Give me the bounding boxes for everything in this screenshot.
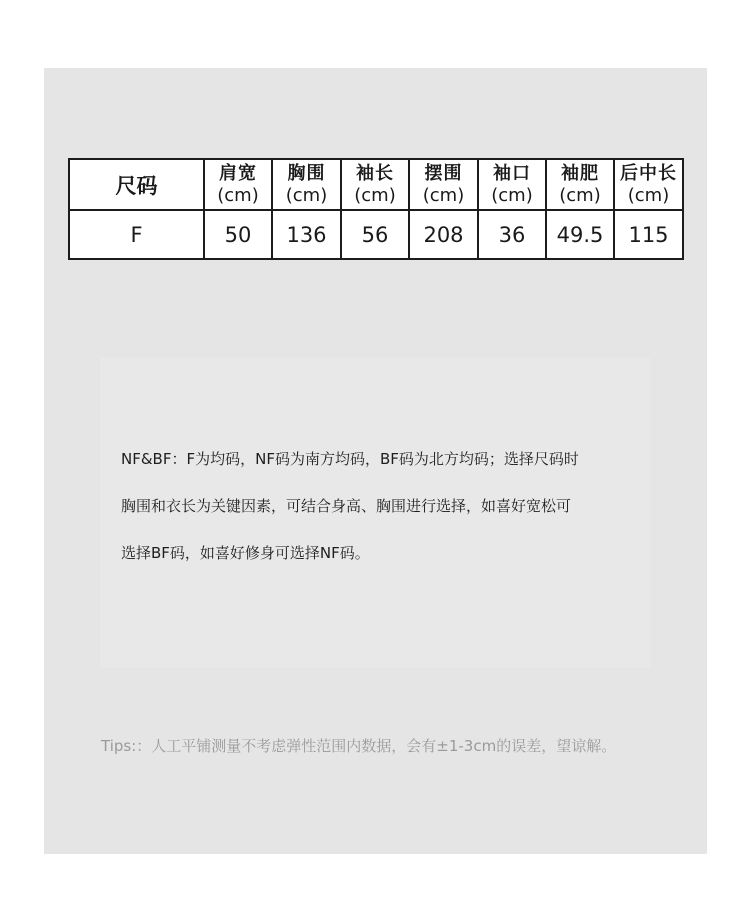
table-cell: 56 <box>341 210 409 259</box>
size-chart-panel <box>44 68 707 854</box>
column-header-unit: (cm) <box>285 184 328 206</box>
column-header-cuff <box>478 159 546 210</box>
size-table <box>68 158 684 260</box>
measurement-tips: Tips:：人工平铺测量不考虑弹性范围内数据，会有±1-3cm的误差，望谅解。 <box>101 737 617 755</box>
column-header-name: 胸围 <box>287 162 326 184</box>
column-header-sleeve-length <box>341 159 409 210</box>
column-header-name: 肩宽 <box>219 162 257 184</box>
table-row <box>69 210 683 259</box>
size-cell: F <box>69 210 204 259</box>
column-header-shoulder <box>204 159 272 210</box>
column-header-unit: (cm) <box>627 184 670 206</box>
table-cell: 208 <box>409 210 478 259</box>
table-header-row <box>69 159 683 210</box>
column-header-unit: (cm) <box>217 184 259 206</box>
table-cell: 49.5 <box>546 210 614 259</box>
column-header-unit: (cm) <box>422 184 465 206</box>
size-note-box <box>100 358 650 668</box>
column-header-bust <box>272 159 341 210</box>
table-cell: 115 <box>614 210 683 259</box>
column-header-unit: (cm) <box>491 184 533 206</box>
note-line: 胸围和衣长为关键因素，可结合身高、胸围进行选择，如喜好宽松可 <box>121 497 572 515</box>
note-line: 选择BF码，如喜好修身可选择NF码。 <box>121 544 370 562</box>
column-header-name: 后中长 <box>620 162 677 184</box>
column-header-name: 袖肥 <box>561 162 599 184</box>
size-header: 尺码 <box>69 159 204 210</box>
note-line: NF&BF：F为均码，NF码为南方均码，BF码为北方均码；选择尺码时 <box>121 450 579 468</box>
table-cell: 36 <box>478 210 546 259</box>
column-header-name: 袖口 <box>493 162 531 184</box>
column-header-unit: (cm) <box>354 184 396 206</box>
column-header-unit: (cm) <box>559 184 601 206</box>
column-header-hem <box>409 159 478 210</box>
table-cell: 136 <box>272 210 341 259</box>
column-header-name: 袖长 <box>356 162 394 184</box>
column-header-sleeve-width <box>546 159 614 210</box>
table-cell: 50 <box>204 210 272 259</box>
column-header-name: 摆围 <box>424 162 463 184</box>
column-header-back-length <box>614 159 683 210</box>
